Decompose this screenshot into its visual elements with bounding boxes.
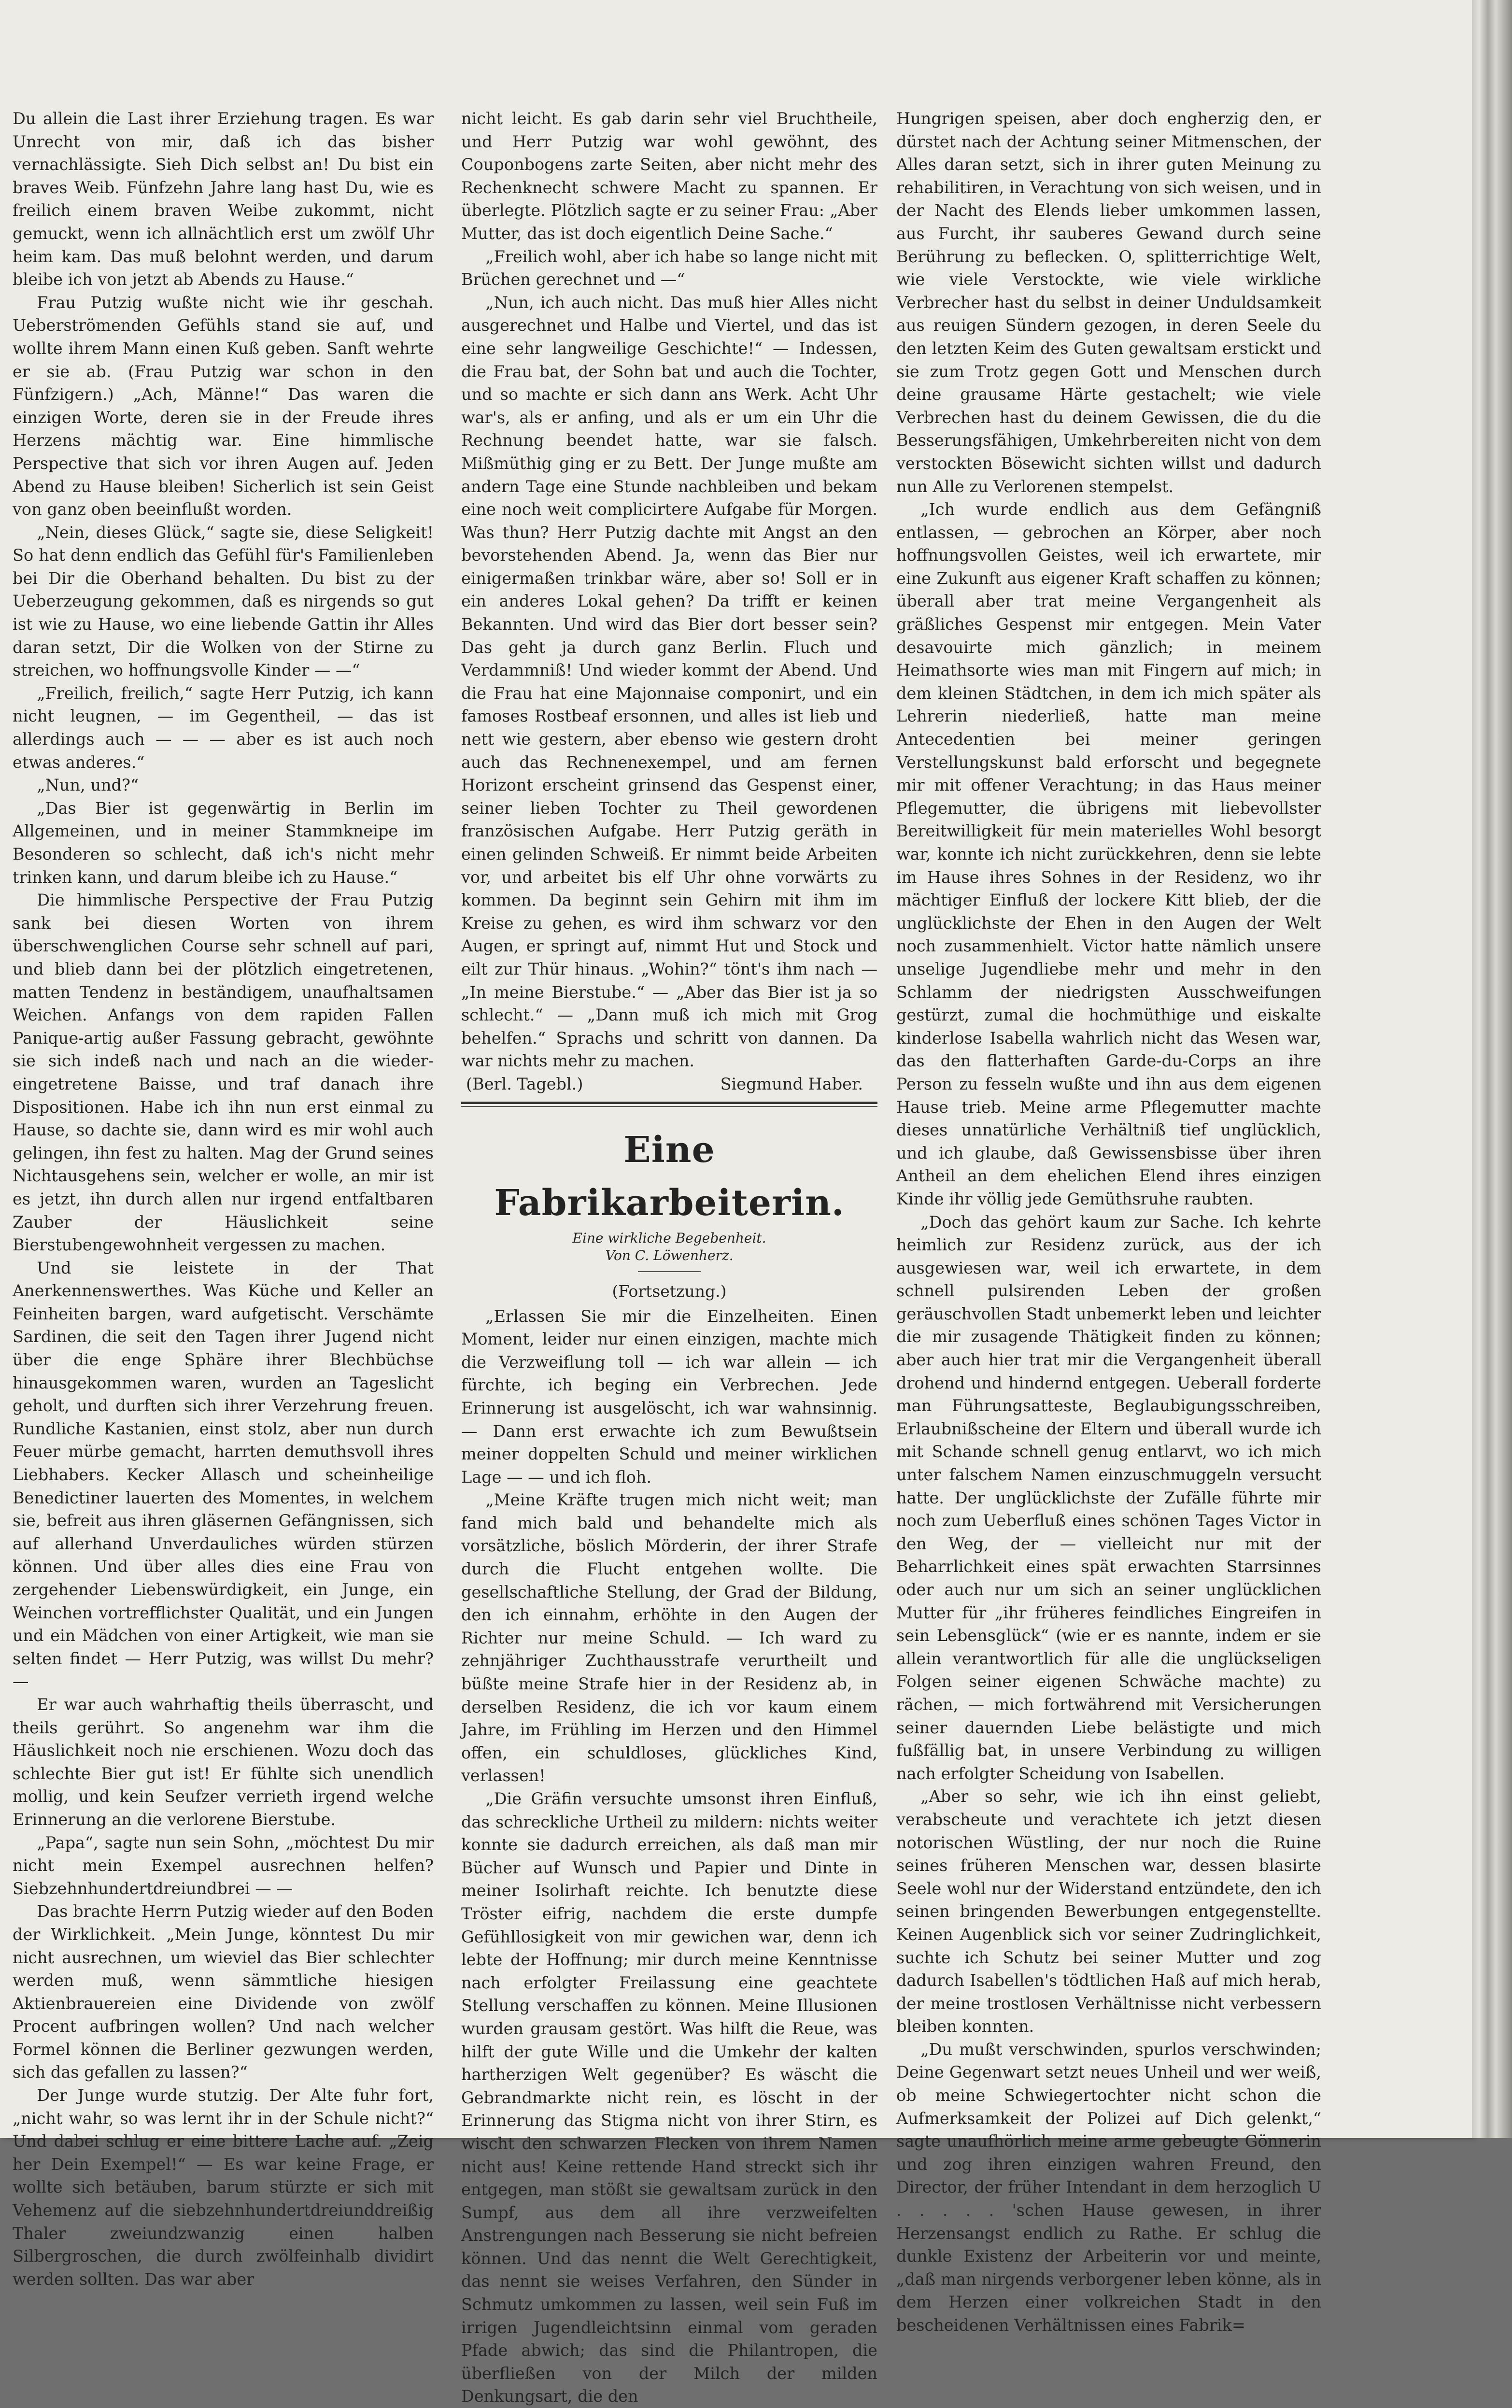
- paragraph: Und sie leistete in der That Anerkennenswerthes. Was Küche und Keller an Feinheiten bargen, ward aufgetischt. Verschämte Sardinen, die seit den Tagen ihrer Jugend nicht über die enge Sphäre ihrer Blechbüchse hinausgekommen waren, wurden an Tageslicht geholt, und durften sich ihrer Verzehrung freuen. Rundliche Kastanien, einst stolz, aber nun durch Feuer mürbe gemacht, harrten demuthsvoll ihres Liebhabers. Kecker Allasch und scheinheilige Benedictiner lauerten des Momentes, in welchem sie, befreit aus ihren gläsernen Gefängnissen, sich auf allerhand Unverdauliches würden stürzen können. Und über alles dies eine Frau von zergehender Liebenswürdigkeit, ein Junge, ein Weinchen vortrefflichster Qualität, und ein Jungen und ein Mädchen von einer Artigkeit, wie man sie selten findet — Herr Putzig, was willst Du mehr? —: [13, 1258, 434, 1691]
- paragraph: „Freilich wohl, aber ich habe so lange nicht mit Brüchen gerechnet und —“: [461, 247, 877, 289]
- paragraph: „Ich wurde endlich aus dem Gefängniß entlassen, — gebrochen an Körper, aber noch hoffnungsvollen Geistes, weil ich erwartete, mir eine Zukunft aus eigener Kraft schaffen zu können; überall aber trat meine Vergangenheit als gräßliches Gespenst mir entgegen. Mein Vater desavouirte mich gänzlich; in meinem Heimathsorte wies man mit Fingern auf mich; in dem kleinen Städtchen, in dem ich mich später als Lehrerin niederließ, hatte man meine Antecedentien bei meiner geringen Verstellungskunst bald erforscht und begegnete mir mit offener Verachtung; in das Haus meiner Pflegemutter, die übrigens mit liebevollster Bereitwilligkeit für mein materielles Wohl besorgt war, konnte ich nicht zurückkehren, denn sie lebte im Hause ihres Sohnes in der Residenz, wo ihr mächtiger Einfluß der lockere Kitt blieb, der die unglücklichste der Ehen in den Augen der Welt noch zusammenhielt. Victor hatte nämlich unsere unselige Jugendliebe mehr und mehr in den Schlamm der niedrigsten Ausschweifungen gestürzt, zumal die hochmüthige und eiskalte kinderlose Isabella wahrlich nicht das Wesen war, das den flatterhaften Garde-du-Corps an ihre Person zu fesseln wußte und ihn aus dem eigenen Hause trieb. Meine arme Pflegemutter machte dieses unnatürliche Verhältniß tief unglücklich, und ich glaube, daß Gewissensbisse über ihren Antheil an dem ehelichen Elend ihres einzigen Kinde ihr völlig jede Gemüthsruhe raubten.: [896, 500, 1321, 1208]
- paragraph: „Die Gräfin versuchte umsonst ihren Einfluß, das schreckliche Urtheil zu mildern: nichts weiter konnte sie dadurch erreichen, als daß man mir Bücher auf Wunsch und Papier und Dinte in meiner Isolirhaft reichte. Ich benutzte diese Tröster eifrig, nachdem die erste dumpfe Gefühllosigkeit von mir gewichen war, denn ich lebte der Hoffnung; mir durch meine Kenntnisse nach erfolgter Freilassung eine geachtete Stellung verschaffen zu können. Meine Illusionen wurden grausam gestört. Was hilft die Reue, was hilft der gute Wille und die Umkehr der kalten hartherzigen Welt gegenüber? Es wäscht die Gebrandmarkte nicht rein, es löscht in der Erinnerung das Stigma nicht von ihrer Stirn, es wischt den schwarzen Flecken von ihrem Namen nicht aus! Keine rettende Hand streckt sich ihr entgegen, man stößt sie gewaltsam zurück in den Sumpf, aus dem all ihre verzweifelten Anstrengungen nach Besserung sie nicht befreien können. Und das nennt die Welt Gerechtigkeit, das nennt sie weises Verfahren, den Sünder in Schmutz umkommen zu lassen, weil sein Fuß im irrigen Jugendleichtsinn einmal vom geraden Pfade abwich; das sind die Philantropen, die überfließen von der Milch der milden Denkungsart, die den: [461, 1789, 877, 2406]
- page-edge-stack: [1472, 0, 1512, 2138]
- column-right: [896, 107, 1321, 2337]
- paragraph: Die himmlische Perspective der Frau Putzig sank bei diesen Worten von ihrem überschwenglichen Course sehr schnell auf pari, und blieb dann bei der plötzlich eingetretenen, matten Tendenz in beständigem, unaufhaltsamen Weichen. Anfangs von dem rapiden Fallen Panique-artig außer Fassung gebracht, gewöhnte sie sich indeß nach und nach an die wieder-eingetretene Baisse, und traf danach ihre Dispositionen. Habe ich ihn nun erst einmal zu Hause, so dachte sie, dann wird es mir wohl auch gelingen, ihn fest zu halten. Mag der Grund seines Nichtausgehens sein, welcher er wolle, an mir ist es jetzt, ihn durch allen nur irgend entfaltbaren Zauber der Häuslichkeit seine Bierstubengewohnheit vergessen zu machen.: [13, 891, 434, 1255]
- paragraph: nicht leicht. Es gab darin sehr viel Bruchtheile, und Herr Putzig war wohl gewöhnt, des Couponbogens zarte Seiten, aber nicht mehr des Rechenknecht schwere Macht zu spannen. Er überlegte. Plötzlich sagte er zu seiner Frau: „Aber Mutter, das ist doch eigentlich Deine Sache.“: [461, 109, 877, 243]
- section-divider-thin: [461, 1106, 877, 1107]
- article-byline: Von C. Löwenherz.: [605, 1247, 734, 1263]
- paragraph: „Nun, ich auch nicht. Das muß hier Alles nicht ausgerechnet und Halbe und Viertel, und das ist eine sehr langweilige Geschichte!“ — Indessen, die Frau bat, der Sohn bat und auch die Tochter, und so machte er sich dann ans Werk. Acht Uhr war's, als er anfing, und als er um ein Uhr die Rechnung beendet hatte, war sie falsch. Mißmüthig ging er zu Bett. Der Junge mußte am andern Tage eine Stunde nachbleiben und bekam eine noch weit complicirtere Aufgabe für Morgen. Was thun? Herr Putzig dachte mit Angst an den bevorstehenden Abend. Ja, wenn das Bier nur einigermaßen trinkbar wäre, aber so! Soll er in ein anderes Lokal gehen? Da trifft er keinen Bekannten. Und wird das Bier dort besser sein? Das geht ja durch ganz Berlin. Fluch und Verdammniß! Und wieder kommt der Abend. Und die Frau hat eine Majonnaise componirt, und ein famoses Rostbeaf ersonnen, und alles ist lieb und nett wie gestern, aber ebenso wie gestern droht auch das Rechnenexempel, und am fernen Horizont erscheint grinsend das Gespenst einer, seiner lieben Tochter zu Theil gewordenen französischen Aufgabe. Herr Putzig geräth in einen gelinden Schweiß. Er nimmt beide Arbeiten vor, und arbeitet bis elf Uhr ohne vorwärts zu kommen. Da beginnt sein Gehirn mit ihm im Kreise zu gehen, es wird ihm schwarz vor den Augen, er springt auf, nimmt Hut und Stock und eilt zur Thür hinaus. „Wohin?“ tönt's ihm nach — „In meine Bierstube.“ — „Aber das Bier ist ja so schlecht.“ — „Dann muß ich mich mit Grog behelfen.“ Sprachs und schritt von dannen. Da war nichts mehr zu machen.: [461, 293, 877, 1071]
- column-left: [13, 107, 434, 2291]
- paragraph: „Nun, und?“: [37, 776, 139, 795]
- paragraph: Du allein die Last ihrer Erziehung tragen. Es war Unrecht von mir, daß ich das bisher vernachlässigte. Sieh Dich selbst an! Du bist ein braves Weib. Fünfzehn Jahre lang hast Du, wie es freilich einem braven Weibe zukommt, nicht gemuckt, wenn ich allnächtlich erst um zwölf Uhr heim kam. Das muß belohnt werden, und darum bleibe ich von jetzt ab Abends zu Hause.“: [13, 109, 434, 289]
- article-subtitle: Eine wirkliche Begebenheit.: [572, 1230, 766, 1246]
- paragraph: „Meine Kräfte trugen mich nicht weit; man fand mich bald und behandelte mich als vorsätzliche, böslich Mörderin, der ihrer Strafe durch die Flucht entgehen wollte. Die gesellschaftliche Stellung, der Grad der Bildung, den ich einnahm, erhöhte in den Augen der Richter nur meine Schuld. — Ich ward zu zehnjähriger Zuchthausstrafe verurtheilt und büßte meine Strafe hier in der Residenz ab, in derselben Residenz, die ich vor kaum einem Jahre, im Frühling im Herzen und den Himmel offen, ein schuldloses, glückliches Kind, verlassen!: [461, 1490, 877, 1785]
- paragraph: „Erlassen Sie mir die Einzelheiten. Einen Moment, leider nur einen einzigen, machte mich die Verzweiflung toll — ich war allein — ich fürchte, ich beging ein Verbrechen. Jede Erinnerung ist ausgelöscht, ich war wahnsinnig. — Dann erst erwachte ich zum Bewußtsein meiner doppelten Schuld und meiner wirklichen Lage — — und ich floh.: [461, 1306, 877, 1487]
- continuation-label: (Fortsetzung.): [612, 1281, 727, 1301]
- section-divider: [461, 1102, 877, 1104]
- paragraph: Das brachte Herrn Putzig wieder auf den Boden der Wirklichkeit. „Mein Junge, könntest Du mir nicht ausrechnen, um wieviel das Bier schlechter werden muß, wenn sämmtliche hiesigen Aktienbrauereien eine Dividende von zwölf Procent aufbringen wollen? Und nach welcher Formel können die Berliner gezwungen werden, sich das gefallen zu lassen?“: [13, 1902, 434, 2082]
- signature-line: [461, 1073, 877, 1096]
- paragraph: „Freilich, freilich,“ sagte Herr Putzig, ich kann nicht leugnen, — im Gegentheil, — das ist allerdings auch — — — aber es ist auch noch etwas anderes.“: [13, 683, 434, 772]
- byline-divider: [638, 1271, 701, 1272]
- paragraph: „Aber so sehr, wie ich ihn einst geliebt, verabscheute und verachtete ich jetzt diesen notorischen Wüstling, der nur noch die Ruine seines früheren Menschen war, dessen blasirte Seele wohl nur der Widerstand entzündete, den ich seinen bringenden Bewerbungen entgegenstellte. Keinen Augenblick sich vor seiner Zudringlichkeit, suchte ich Schutz bei seiner Mutter und zog dadurch Isabellen's tödtlichen Haß auf mich herab, der meine trostlosen Verhältnisse nicht verbessern bleiben konnten.: [896, 1787, 1321, 2036]
- paragraph: „Nein, dieses Glück,“ sagte sie, diese Seligkeit! So hat denn endlich das Gefühl für's Familienleben bei Dir die Oberhand behalten. Du bist zu der Ueberzeugung gekommen, daß es nirgends so gut ist wie zu Hause, wo eine liebende Gattin ihr Alles daran setzt, Dir die Wolken von der Stirne zu streichen, wo hoffnungsvolle Kinder — —“: [13, 523, 434, 680]
- column-middle: [461, 107, 877, 2408]
- article-headline: Eine Fabrikarbeiterin.: [494, 1129, 845, 1224]
- paragraph: Der Junge wurde stutzig. Der Alte fuhr fort, „nicht wahr, so was lernt ihr in der Schule nicht?“ Und dabei schlug er eine bittere Lache auf. „Zeig her Dein Exempel!“ — Es war keine Frage, er wollte sich betäuben, barum stürzte er sich mit Vehemenz auf die siebzehnhundertdreiunddreißig Thaler zweiundzwanzig einen halben Silbergroschen, die durch zwölfeinhalb dividirt werden sollten. Das war aber: [13, 2086, 434, 2289]
- paragraph: „Papa“, sagte nun sein Sohn, „möchtest Du mir nicht mein Exempel ausrechnen helfen? Siebzehnhundertdreiundbrei — —: [13, 1833, 434, 1898]
- paragraph: Hungrigen speisen, aber doch engherzig den, er dürstet nach der Achtung seiner Mitmenschen, der Alles daran setzt, sich in ihrer guten Meinung zu rehabilitiren, in Verachtung von sich weisen, und in der Nacht des Elends lieber umkommen lassen, aus Furcht, ihr sauberes Gewand durch seine Berührung zu beflecken. O, splitterrichtige Welt, wie viele Verstockte, wie viele wirkliche Verbrecher hast du selbst in deiner Unduldsamkeit aus reuigen Sündern gezogen, in deren Seele du den letzten Keim des Guten gewaltsam erstickt und sie zum Trotz gegen Gott und Menschen durch deine grausame Härte gestachelt; wie viele Verbrechen hast du deinem Gewissen, die du die Besserungsfähigen, Umkehrbereiten nicht von dem verstockten Bösewicht sichten willst und dadurch nun Alle zu Verlorenen stempelst.: [896, 109, 1321, 496]
- paragraph: „Du mußt verschwinden, spurlos verschwinden; Deine Gegenwart setzt neues Unheil und wer weiß, ob meine Schwiegertochter nicht schon die Aufmerksamkeit der Polizei auf Dich gelenkt,“ sagte unaufhörlich meine arme gebeugte Gönnerin und zog ihren einzigen wahren Freund, den Director, der früher Intendant in dem herzoglich U . . . . . 'schen Hause gewesen, in ihrer Herzensangst endlich zu Rathe. Er schlug die dunkle Existenz der Arbeiterin vor und meinte, „daß man nirgends verborgener leben könne, als in dem Herzen einer volkreichen Stadt in den bescheidenen Verhältnissen eines Fabrik=: [896, 2040, 1321, 2335]
- paragraph: „Das Bier ist gegenwärtig in Berlin im Allgemeinen, und in meiner Stammkneipe im Besonderen so schlecht, daß ich's nicht mehr trinken kann, und darum bleibe ich zu Hause.“: [13, 798, 434, 887]
- author-signature: Siegmund Haber.: [720, 1074, 863, 1093]
- paragraph: Er war auch wahrhaftig theils überrascht, und theils gerührt. So angenehm war ihm die Häuslichkeit noch nie erschienen. Wozu doch das schlechte Bier gut ist! Er fühlte sich unendlich mollig, und kein Seufzer verrieth irgend welche Erinnerung an die verlorene Bierstube.: [13, 1695, 434, 1829]
- paragraph: „Doch das gehört kaum zur Sache. Ich kehrte heimlich zur Residenz zurück, aus der ich ausgewiesen war, weil ich erwartete, in dem schnell pulsirenden Leben der großen geräuschvollen Stadt unbemerkt leben und leichter die mir zusagende Thätigkeit finden zu können; aber auch hier trat mir die Vergangenheit überall drohend und hindernd entgegen. Ueberall forderte man Führungsatteste, Beglaubigungsschreiben, Erlaubnißscheine der Eltern und überall wurde ich mit Schande schnell genug entlarvt, wo ich mich unter falschem Namen einzuschmuggeln versucht hatte. Der unglücklichste der Zufälle führte mir noch zum Ueberfluß eines schönen Tages Victor in den Weg, der — vielleicht nur mit der Beharrlichkeit eines spät erwachten Starrsinnes oder auch nur um sich an seiner unglücklichen Mutter für „ihr früheres feindliches Eingreifen in sein Lebensglück“ (wie er es nannte, indem er sie allein verantwortlich für alle die unglückseligen Folgen seiner eigenen Schwäche machte) zu rächen, — mich fortwährend mit Versicherungen seiner dauernden Liebe belästigte und mich fußfällig bat, in unsere Verbindung zu willigen nach erfolgter Scheidung von Isabellen.: [896, 1212, 1321, 1783]
- source-citation: (Berl. Tagebl.): [466, 1074, 583, 1093]
- paragraph: Frau Putzig wußte nicht wie ihr geschah. Ueberströmenden Gefühls stand sie auf, und wollte ihrem Mann einen Kuß geben. Sanft wehrte er sie ab. (Frau Putzig war schon in den Fünfzigern.) „Ach, Männe!“ Das waren die einzigen Worte, deren sie in der Freude ihres Herzens mächtig war. Eine himmlische Perspective that sich vor ihren Augen auf. Jeden Abend zu Hause bleiben! Sicherlich ist sein Geist von ganz oben beeinflußt worden.: [13, 293, 434, 519]
